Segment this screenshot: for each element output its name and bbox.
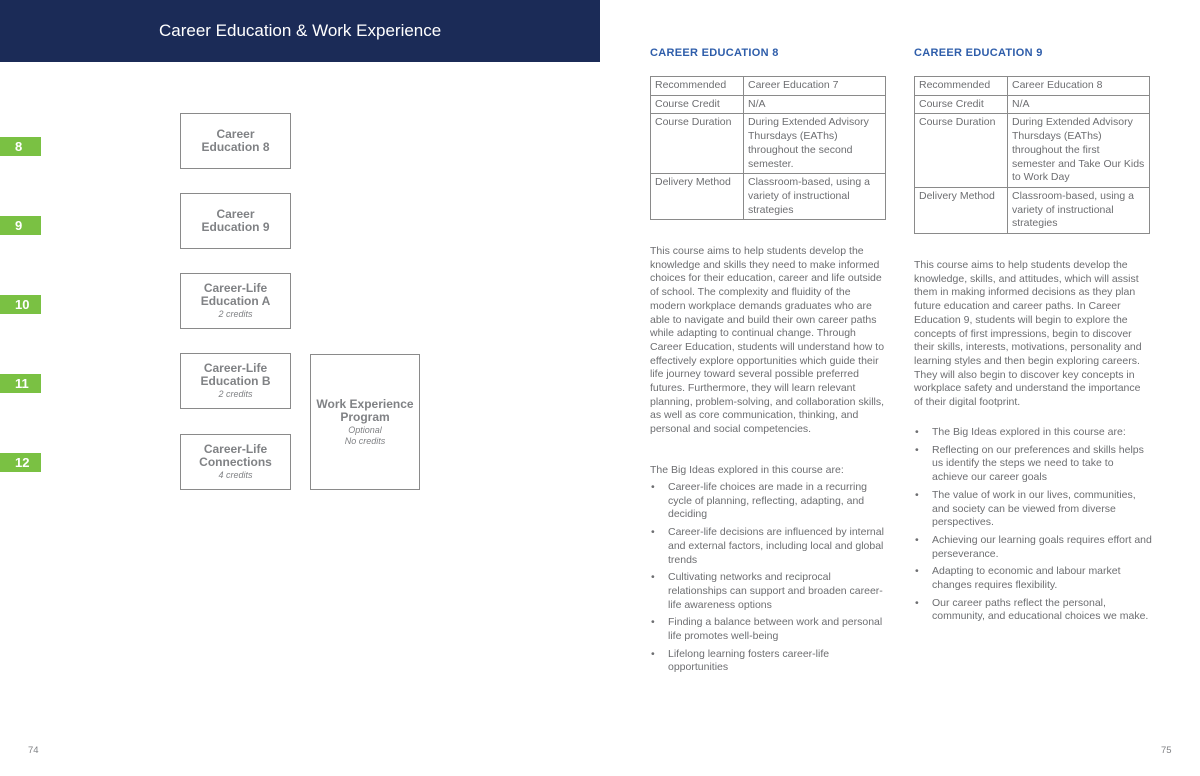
table-value: Career Education 8 <box>1008 77 1150 96</box>
table-key: Course Duration <box>915 114 1008 188</box>
course-box-career-education-9 <box>180 193 291 249</box>
table-row <box>651 95 886 114</box>
list-item: • Lifelong learning fosters career-life opportunities <box>650 648 888 675</box>
grade-tab-12: 12 <box>0 453 41 472</box>
career-education-8-big-ideas-list <box>650 481 888 679</box>
list-item: • Career-life decisions are influenced by internal and external factors, including local and global trends <box>650 526 888 567</box>
list-item: • Achieving our learning goals requires effort and perseverance. <box>914 534 1152 561</box>
table-key: Course Duration <box>651 114 744 174</box>
career-education-8-big-ideas-label: The Big Ideas explored in this course are: <box>650 464 844 476</box>
grade-tab-10: 10 <box>0 295 41 314</box>
course-credits: No credits <box>344 435 386 446</box>
career-education-9-big-ideas-list <box>914 426 1152 628</box>
list-item: • Adapting to economic and labour market changes requires flexibility. <box>914 565 1152 592</box>
page-number-right: 75 <box>1161 745 1172 756</box>
table-key: Delivery Method <box>915 187 1008 233</box>
table-value: During Extended Advisory Thursdays (EAThs) throughout the first semester and Take Our Kids to Work Day <box>1008 114 1150 188</box>
list-item: • Career-life choices are made in a recurring cycle of planning, reflecting, adapting, and deciding <box>650 481 888 522</box>
table-row <box>915 77 1150 96</box>
course-box-career-education-8 <box>180 113 291 169</box>
table-row <box>651 77 886 96</box>
table-value: N/A <box>744 95 886 114</box>
career-education-8-intro: This course aims to help students develop the knowledge and skills they need to make informed choices for their education, career and life outside of school. The complexity and fluidity of the modern workplace demands graduates who are able to navigate and build their own career paths while adapting to continual change. Through Career Education, students will understand how to effectively explore opportunities which guide their life journey toward several possible preferred futures. Furthermore, they will learn relevant planning, problem-solving, and collaboration skills, as well as core communication, thinking, and personal and social competencies. <box>650 245 885 436</box>
course-name: Career-Life Education A <box>200 281 271 308</box>
table-key: Course Credit <box>915 95 1008 114</box>
table-row <box>915 114 1150 188</box>
course-credits: 2 credits <box>218 389 253 399</box>
table-row <box>915 187 1150 233</box>
table-key: Course Credit <box>651 95 744 114</box>
table-value: Career Education 7 <box>744 77 886 96</box>
table-row <box>915 95 1150 114</box>
table-key: Delivery Method <box>651 174 744 220</box>
list-item: • The value of work in our lives, communities, and society can be viewed from diverse perspectives. <box>914 489 1152 530</box>
course-name: Career-Life Education B <box>200 361 271 388</box>
course-name: Work Experience Program <box>316 396 414 424</box>
grade-tab-9: 9 <box>0 216 41 235</box>
course-box-career-life-connections <box>180 434 291 490</box>
course-box-career-life-education-a <box>180 273 291 329</box>
page-number-left: 74 <box>28 745 39 756</box>
career-education-9-intro: This course aims to help students develop the knowledge, skills, and attitudes, which will assist them in making informed decisions as they plan future education and career paths. In Career Education 9, students will begin to explore the concepts of first impressions, begin to discover their skills, interests, motivations, personality and learning styles and then begin exploring careers. They will also begin to discover key concepts in workplace safety and understand the importance of their digital footprint. <box>914 259 1142 409</box>
list-item: • Finding a balance between work and personal life promotes well-being <box>650 616 888 643</box>
course-name: Career-Life Connections <box>199 442 272 469</box>
course-credits: 2 credits <box>218 309 253 319</box>
page-title: Career Education & Work Experience <box>159 21 442 40</box>
table-key: Recommended <box>651 77 744 96</box>
career-education-8-heading: CAREER EDUCATION 8 <box>650 47 779 59</box>
career-education-8-info-table <box>650 76 886 220</box>
course-box-work-experience <box>310 354 420 490</box>
table-key: Recommended <box>915 77 1008 96</box>
grade-tab-8: 8 <box>0 137 41 156</box>
course-box-career-life-education-b <box>180 353 291 409</box>
table-value: Classroom-based, using a variety of instructional strategies <box>1008 187 1150 233</box>
list-item: • Our career paths reflect the personal, community, and educational choices we make. <box>914 597 1152 624</box>
table-value: During Extended Advisory Thursdays (EAThs) throughout the second semester. <box>744 114 886 174</box>
list-item: • Reflecting on our preferences and skills helps us identify the steps we need to take to achieve our career goals <box>914 444 1152 485</box>
table-row <box>651 174 886 220</box>
career-education-9-heading: CAREER EDUCATION 9 <box>914 47 1043 59</box>
course-name: Career Education 8 <box>201 127 270 154</box>
grade-tab-11: 11 <box>0 374 41 393</box>
course-credits: 4 credits <box>218 470 253 480</box>
list-item: • Cultivating networks and reciprocal relationships can support and broaden career-life awareness options <box>650 571 888 612</box>
course-optional: Optional <box>348 424 382 435</box>
table-value: Classroom-based, using a variety of instructional strategies <box>744 174 886 220</box>
table-row <box>651 114 886 174</box>
course-name: Career Education 9 <box>201 207 270 234</box>
header-bar <box>0 0 600 62</box>
list-item: • The Big Ideas explored in this course are: <box>914 426 1152 440</box>
career-education-9-info-table <box>914 76 1150 234</box>
table-value: N/A <box>1008 95 1150 114</box>
